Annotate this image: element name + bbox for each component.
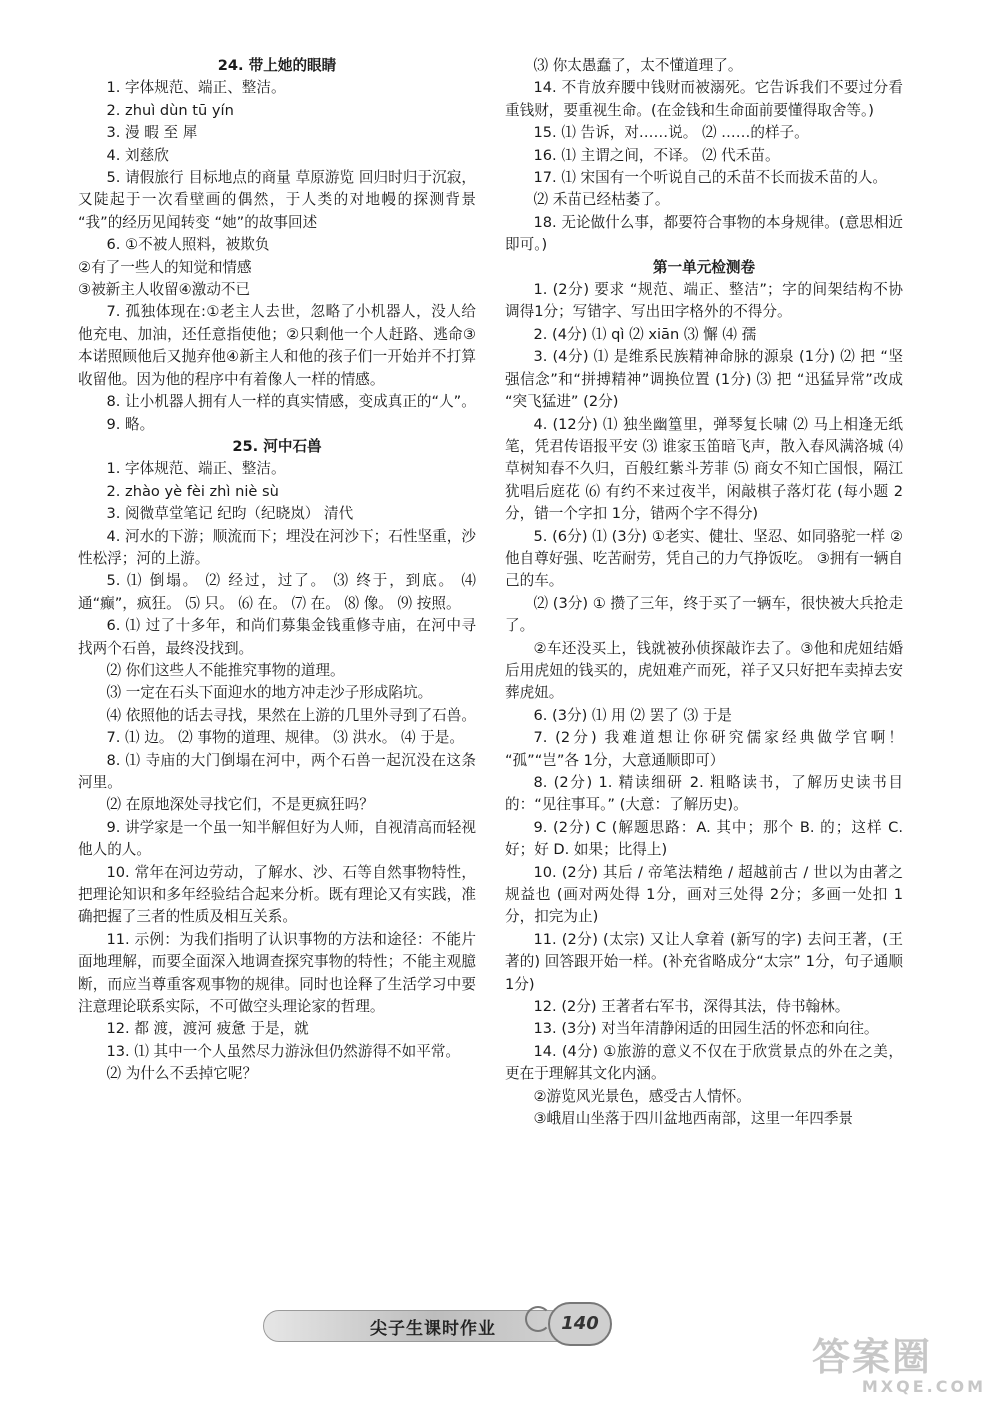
section-title-25: 25. 河中石兽 bbox=[232, 437, 322, 455]
answer-line: 7. 孤独体现在:①老主人去世，忽略了小机器人，没人给他充电、加油，还任意指使他；②只剩他一个人赶路、逃命③本诺照顾他后又抛弃他④新主人和他的孩子们一开始并不打算收留他。因为他的程序中有着像人一样的情感。 bbox=[78, 303, 476, 388]
section-24-body bbox=[78, 77, 476, 436]
right-column bbox=[505, 55, 903, 1131]
answer-line: ②游览风光景色，感受古人情怀。 bbox=[533, 1087, 751, 1105]
answer-line: 13. (3分) 对当年清静闲适的田园生活的怀恋和向往。 bbox=[533, 1020, 879, 1038]
answer-line: ②车还没买上，钱就被孙侦探敲诈去了。③他和虎妞结婚后用虎妞的钱买的，虎妞难产而死，祥子又只好把车卖掉去安葬虎妞。 bbox=[505, 639, 903, 702]
page-footer bbox=[263, 1300, 703, 1346]
answer-line: 9. 讲学家是一个虽一知半解但好为人师，自视清高而轻视他人的人。 bbox=[78, 818, 476, 859]
answer-line: 5. (6分) ⑴ (3分) ①老实、健壮、坚忍、如同骆驼一样 ②他自尊好强、吃苦耐劳，凭自己的力气挣饭吃。 ③拥有一辆自己的车。 bbox=[505, 527, 903, 590]
answer-line: ②有了一些人的知觉和情感 bbox=[78, 258, 252, 276]
answer-line: 16. ⑴ 主谓之间，不译。 ⑵ 代禾苗。 bbox=[533, 146, 780, 164]
answer-line: 8. ⑴ 寺庙的大门倒塌在河中，两个石兽一起沉没在这条河里。 bbox=[78, 751, 476, 791]
answer-line: ⑵ 你们这些人不能推究事物的道理。 bbox=[106, 661, 345, 679]
answer-line: ⑶ 你太愚蠢了，太不懂道理了。 bbox=[533, 57, 743, 74]
answer-line: 4. 河水的下游；顺流而下；埋没在河沙下；石性坚重，沙性松浮；河的上游。 bbox=[78, 527, 476, 567]
answer-line: 11. (2分) (太宗) 又让人拿着 (新写的字) 去问王著，(王著的) 回答跟开始一样。(补充省略成分“太宗” 1分，句子通顺 1分) bbox=[505, 930, 903, 993]
watermark bbox=[812, 1336, 992, 1398]
answer-line: 12. 都 渡，渡河 疲惫 于是，就 bbox=[106, 1020, 309, 1038]
answer-line: 7. (2分) 我难道想让你研究儒家经典做学官啊！ “孤”“岂”各 1分，大意通顺即可） bbox=[505, 729, 903, 769]
unit-test-body bbox=[505, 279, 903, 1130]
answer-line: 14. (4分) ①旅游的意义不仅在于欣赏景点的外在之美，更在于理解其文化内涵。 bbox=[505, 1042, 903, 1083]
unit-test-title: 第一单元检测卷 bbox=[652, 258, 756, 276]
answer-line: ③峨眉山坐落于四川盆地西南部，这里一年四季景 bbox=[533, 1110, 854, 1128]
answer-line: 6. (3分) ⑴ 用 ⑵ 罢了 ⑶ 于是 bbox=[533, 706, 732, 724]
answer-line: 8. 让小机器人拥有人一样的真实情感，变成真正的“人”。 bbox=[106, 393, 476, 411]
answer-line: 2. (4分) ⑴ qì ⑵ xiān ⑶ 懈 ⑷ 孺 bbox=[533, 325, 757, 343]
answer-line: 1. (2分) 要求 “规范、端正、整洁”；字的间架结构不协调得1分；写错字、写出田字格外的不得分。 bbox=[505, 281, 903, 321]
answer-line: 4. 刘慈欣 bbox=[106, 146, 169, 164]
answer-line: ⑵ (3分) ① 攒了三年，终于买了一辆车，很快被大兵抢走了。 bbox=[505, 594, 903, 635]
watermark-chars: 答案圈 bbox=[812, 1335, 933, 1379]
answer-line: 10. (2分) 其后 / 帝笔法精绝 / 超越前古 / 世以为由著之规益也 (画对两处得 1分，画对三处得 2分；多画一处扣 1分，扣完为止) bbox=[505, 863, 903, 926]
answer-line: 5. ⑴ 倒塌。 ⑵ 经过，过了。 ⑶ 终于，到底。 ⑷ 通“癫”，疯狂。 ⑸ 只。 ⑹ 在。 ⑺ 在。 ⑻ 像。 ⑼ 按照。 bbox=[78, 572, 476, 612]
answer-line: 3. 阅微草堂笔记 纪昀（纪晓岚） 清代 bbox=[106, 505, 354, 523]
answer-line: 12. (2分) 王著者右军书，深得其法，侍书翰林。 bbox=[533, 998, 850, 1016]
answer-line: 5. 请假旅行 目标地点的商量 草原游览 回归时归于沉寂，又陡起于一次看壁画的偶然，于人类的对地幔的探测背景 “我”的经历见闻转变 “她”的故事回述 bbox=[78, 169, 476, 231]
answer-line: 11. 示例：为我们指明了认识事物的方法和途径：不能片面地理解，而要全面深入地调查探究事物的特性；不能主观臆断，而应当尊重客观事物的规律。同时也诠释了生活学习中要注意理论联系实际，不可做空头理论家的哲理。 bbox=[78, 930, 476, 1016]
swirl-ornament-icon bbox=[525, 1306, 551, 1332]
answer-line: 10. 常年在河边劳动，了解水、沙、石等自然事物特性，把理论知识和多年经验结合起来分析。既有理论又有实践，准确把握了三者的性质及相互关系。 bbox=[78, 863, 476, 926]
answer-line: 1. 字体规范、端正、整洁。 bbox=[106, 460, 286, 478]
answer-line: 1. 字体规范、端正、整洁。 bbox=[106, 79, 286, 97]
answer-line: ⑷ 依照他的话去寻找，果然在上游的几里外寻到了石兽。 bbox=[106, 706, 476, 724]
answer-line: 15. ⑴ 告诉，对……说。 ⑵ ……的样子。 bbox=[533, 124, 809, 142]
answer-line: 2. zhào yè fèi zhì niè sù bbox=[106, 482, 279, 500]
answer-line: 6. ⑴ 过了十多年，和尚们募集金钱重修寺庙，在河中寻找两个石兽，最终没找到。 bbox=[78, 617, 476, 657]
section-title-24: 24. 带上她的眼睛 bbox=[217, 57, 337, 74]
answer-line: 18. 无论做什么事，都要符合事物的本身规律。(意思相近即可。) bbox=[505, 213, 903, 254]
answer-line: ⑵ 在原地深处寻找它们，不是更疯狂吗？ bbox=[106, 796, 374, 814]
answer-line: ⑵ 禾苗已经枯萎了。 bbox=[533, 191, 670, 209]
section-25-body bbox=[78, 458, 476, 1085]
answer-line: 9. (2分) C (解题思路：A. 其中；那个 B. 的；这样 C. 好；好 D. 如果；比得上) bbox=[505, 818, 903, 859]
answer-line: 9. 略。 bbox=[106, 415, 155, 433]
answer-line: ⑵ 为什么不丢掉它呢？ bbox=[106, 1065, 258, 1083]
answer-line: 4. (12分) ⑴ 独坐幽篁里，弹琴复长啸 ⑵ 马上相逢无纸笔，凭君传语报平安 ⑶ 谁家玉笛暗飞声，散入春风满洛城 ⑷ 草树知春不久归，百般红紫斗芳菲 ⑸ 商女不知亡国恨，隔江犹唱后庭花 ⑹ 有约不来过夜半，闲敲棋子落灯花 (每小题 2分，错一个字扣 1分，错两个字不得分) bbox=[505, 415, 903, 523]
answer-line: ③被新主人收留④激动不已 bbox=[78, 281, 251, 299]
answer-line: 2. zhuì dùn tū yín bbox=[106, 101, 234, 119]
answer-line: 8. (2分) 1. 精读细研 2. 粗略读书，了解历史读书目的：“见往事耳。” (大意：了解历史)。 bbox=[505, 774, 903, 814]
answer-line: 7. ⑴ 边。 ⑵ 事物的道理、规律。 ⑶ 洪水。 ⑷ 于是。 bbox=[106, 729, 464, 747]
page-number: 140 bbox=[548, 1302, 612, 1346]
answer-line: 3. 漫 暇 至 犀 bbox=[106, 124, 198, 142]
answer-line: ⑶ 一定在石头下面迎水的地方冲走沙子形成陷坑。 bbox=[106, 684, 433, 702]
answer-line: 17. ⑴ 宋国有一个听说自己的禾苗不长而拔禾苗的人。 bbox=[533, 169, 888, 187]
answer-line: 14. 不肯放弃腰中钱财而被溺死。它告诉我们不要过分看重钱财，要重视生命。(在金钱和生命面前要懂得取舍等。) bbox=[505, 79, 903, 119]
watermark-url: MXQE.COM bbox=[861, 1377, 986, 1396]
answer-line: 6. ①不被人照料，被欺负 bbox=[106, 236, 270, 254]
answer-line: 3. (4分) ⑴ 是维系民族精神命脉的源泉 (1分) ⑵ 把 “坚强信念”和“拼搏精神”调换位置 (1分) ⑶ 把 “迅猛异常”改成 “突飞猛进” (2分) bbox=[505, 348, 903, 411]
left-column bbox=[78, 55, 476, 1086]
footer-label: 尖子生课时作业 bbox=[370, 1319, 496, 1339]
answer-line: 13. ⑴ 其中一个人虽然尽力游泳但仍然游得不如平常。 bbox=[106, 1042, 461, 1060]
section-25-continued bbox=[505, 55, 903, 257]
